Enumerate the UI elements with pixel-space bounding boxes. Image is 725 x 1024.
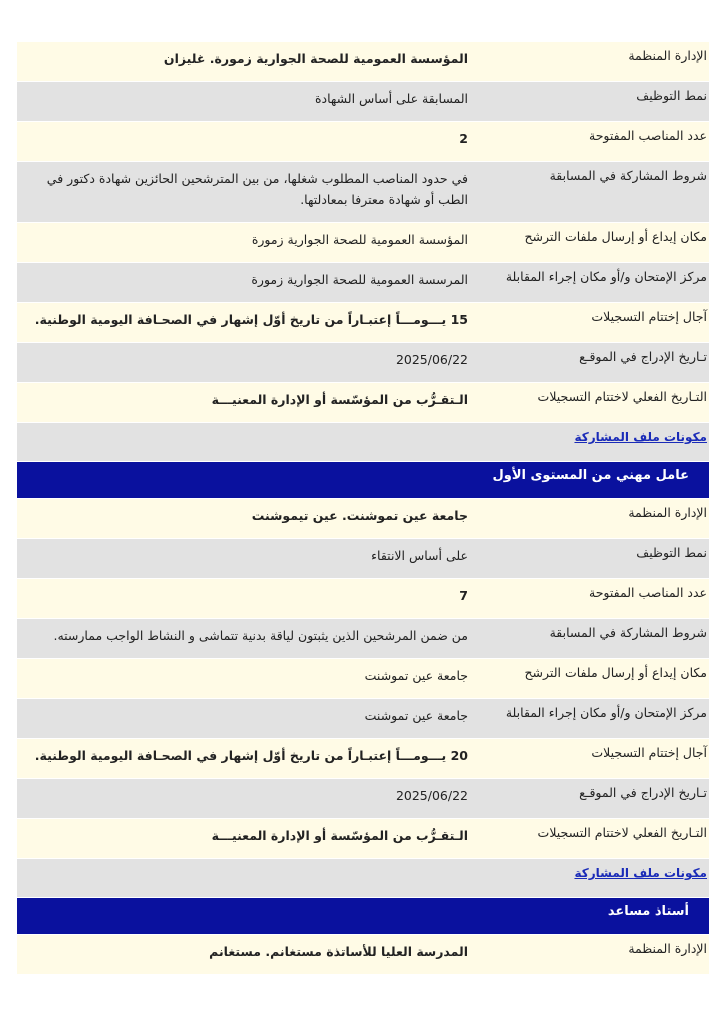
row-exam-center — [17, 263, 709, 303]
row-label: نمط التوظيف — [636, 88, 707, 103]
row-organizing-administration — [17, 42, 709, 82]
row-value: المسابقة على أساس الشهادة — [314, 91, 468, 106]
row-filing-location — [17, 223, 709, 263]
recruitment-table — [17, 42, 709, 975]
row-registration-deadline — [17, 303, 709, 343]
row-label: مركز الإمتحان و/أو مكان إجراء المقابلة — [505, 269, 707, 284]
row-value: جامعة عين تموشنت — [364, 708, 468, 723]
row-filing-location — [17, 659, 709, 699]
row-value: 20 يـــومـــاً إعتبـاراً من تاريخ أوّل إشهار في الصحـافة اليومية الوطنية. — [34, 748, 468, 763]
row-label: تـاريخ الإدراج في الموقـع — [579, 349, 707, 364]
row-exam-center — [17, 699, 709, 739]
job-title-banner: عامل مهني من المستوى الأول — [17, 462, 709, 499]
row-label: مكان إيداع أو إرسال ملفات الترشح — [524, 665, 707, 680]
job-title-banner: أستاذ مساعد — [17, 898, 709, 935]
participation-file-row — [17, 859, 709, 898]
row-value: 7 — [459, 588, 468, 603]
row-label: شروط المشاركة في المسابقة — [549, 168, 707, 183]
row-value: 2 — [459, 131, 468, 146]
row-label: مركز الإمتحان و/أو مكان إجراء المقابلة — [505, 705, 707, 720]
row-value: 2025/06/22 — [395, 352, 468, 367]
row-recruitment-mode — [17, 82, 709, 122]
row-value: المؤسسة العمومية للصحة الجوارية زمورة. غليزان — [163, 51, 468, 66]
row-value: الـتقـرُّب من المؤسّسة أو الإدارة المعنيـــة — [211, 392, 468, 407]
row-label: عدد المناصب المفتوحة — [589, 128, 707, 143]
row-value: المدرسة العليا للأساتذة مستغانم. مستغانم — [209, 944, 468, 959]
row-label: عدد المناصب المفتوحة — [589, 585, 707, 600]
row-value: في حدود المناصب المطلوب شغلها، من بين المترشحين الحائزين شهادة دكتور في الطب أو شهادة معترفا بمعادلتها. — [46, 171, 468, 207]
row-recruitment-mode — [17, 539, 709, 579]
row-value: الـتقـرُّب من المؤسّسة أو الإدارة المعنيـــة — [211, 828, 468, 843]
row-open-positions — [17, 579, 709, 619]
row-posting-date — [17, 343, 709, 383]
row-label: مكان إيداع أو إرسال ملفات الترشح — [524, 229, 707, 244]
row-value: من ضمن المرشحين الذين يثبتون لياقة بدنية تتماشى و النشاط الواجب ممارسته. — [53, 628, 468, 643]
row-label: آجال إختتام التسجيلات — [591, 309, 707, 324]
row-value: المرسسة العمومية للصحة الجوارية زمورة — [251, 272, 468, 287]
row-label: الإدارة المنظمة — [628, 941, 707, 956]
row-participation-conditions — [17, 162, 709, 223]
row-organizing-administration — [17, 935, 709, 975]
row-posting-date — [17, 779, 709, 819]
participation-file-row — [17, 423, 709, 462]
row-label: آجال إختتام التسجيلات — [591, 745, 707, 760]
row-registration-deadline — [17, 739, 709, 779]
row-value: 15 يـــومـــاً إعتبـاراً من تاريخ أوّل إشهار في الصحـافة اليومية الوطنية. — [34, 312, 468, 327]
row-value: المؤسسة العمومية للصحة الجوارية زمورة — [251, 232, 468, 247]
row-value: جامعة عين تموشنت. عين تيموشنت — [251, 508, 468, 523]
participation-file-link[interactable]: مكونات ملف المشاركة — [574, 866, 707, 880]
row-actual-closing-date — [17, 819, 709, 859]
row-label: التـاريخ الفعلي لاختتام التسجيلات — [537, 389, 707, 404]
row-open-positions — [17, 122, 709, 162]
row-participation-conditions — [17, 619, 709, 659]
participation-file-link[interactable]: مكونات ملف المشاركة — [574, 430, 707, 444]
row-label: نمط التوظيف — [636, 545, 707, 560]
row-label: الإدارة المنظمة — [628, 48, 707, 63]
row-label: تـاريخ الإدراج في الموقـع — [579, 785, 707, 800]
row-value: على أساس الانتقاء — [371, 548, 468, 563]
row-value: جامعة عين تموشنت — [364, 668, 468, 683]
row-value: 2025/06/22 — [395, 788, 468, 803]
row-actual-closing-date — [17, 383, 709, 423]
row-organizing-administration — [17, 499, 709, 539]
row-label: شروط المشاركة في المسابقة — [549, 625, 707, 640]
row-label: التـاريخ الفعلي لاختتام التسجيلات — [537, 825, 707, 840]
row-label: الإدارة المنظمة — [628, 505, 707, 520]
